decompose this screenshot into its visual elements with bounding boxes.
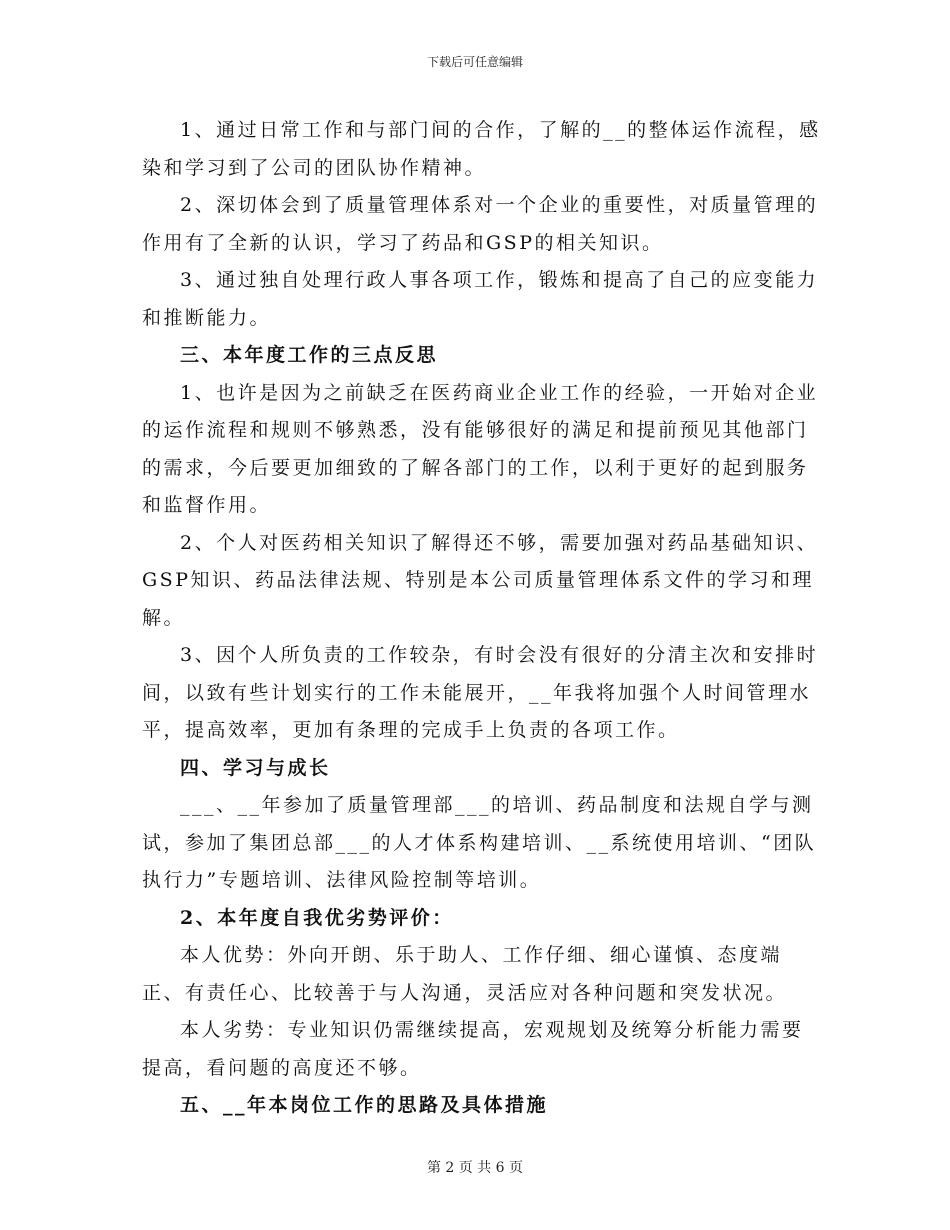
page-number: 第 2 页 共 6 页 (426, 1160, 524, 1176)
section-heading-reflections: 三、本年度工作的三点反思 (180, 344, 439, 366)
document-body (142, 112, 822, 1125)
paragraph-gain-1: 1、通过日常工作和与部门间的合作，了解的__的整体运作流程，感染和学习到了公司的团队协作精神。 (142, 119, 821, 179)
paragraph-reflection-3: 3、因个人所负责的工作较杂，有时会没有很好的分清主次和安排时间，以致有些计划实行的工作未能展开，__年我将加强个人时间管理水平，提高效率，更加有条理的完成手上负责的各项工作。 (142, 644, 819, 741)
paragraph-weaknesses: 本人劣势：专业知识仍需继续提高，宏观规划及统筹分析能力需要提高，看问题的高度还不够。 (142, 1019, 804, 1079)
section-heading-plan: 五、__年本岗位工作的思路及具体措施 (180, 1094, 549, 1116)
paragraph-gain-2: 2、深切体会到了质量管理体系对一个企业的重要性，对质量管理的作用有了全新的认识，学习了药品和GSP的相关知识。 (142, 194, 819, 254)
paragraph-strengths: 本人优势：外向开朗、乐于助人、工作仔细、细心谨慎、态度端正、有责任心、比较善于与人沟通，灵活应对各种问题和突发状况。 (142, 944, 788, 1004)
page-header-note: 下载后可任意编辑 (426, 55, 523, 69)
paragraph-training: ___、__年参加了质量管理部___的培训、药品制度和法规自学与测试，参加了集团总部___的人才体系构建培训、__系统使用培训、“团队执行力”专题培训、法律风险控制等培训。 (142, 794, 817, 891)
section-heading-self-evaluation: 2、本年度自我优劣势评价： (180, 906, 454, 929)
paragraph-reflection-2: 2、个人对医药相关知识了解得还不够，需要加强对药品基础知识、GSP知识、药品法律法规、特别是本公司质量管理体系文件的学习和理解。 (142, 531, 819, 629)
section-heading-learning: 四、学习与成长 (180, 756, 331, 779)
paragraph-gain-3: 3、通过独自处理行政人事各项工作，锻炼和提高了自己的应变能力和推断能力。 (142, 269, 819, 329)
paragraph-reflection-1: 1、也许是因为之前缺乏在医药商业企业工作的经验，一开始对企业的运作流程和规则不够熟悉，没有能够很好的满足和提前预见其他部门的需求，今后要更加细致的了解各部门的工作，以利于更好的起到服务和监督作用。 (142, 381, 819, 516)
